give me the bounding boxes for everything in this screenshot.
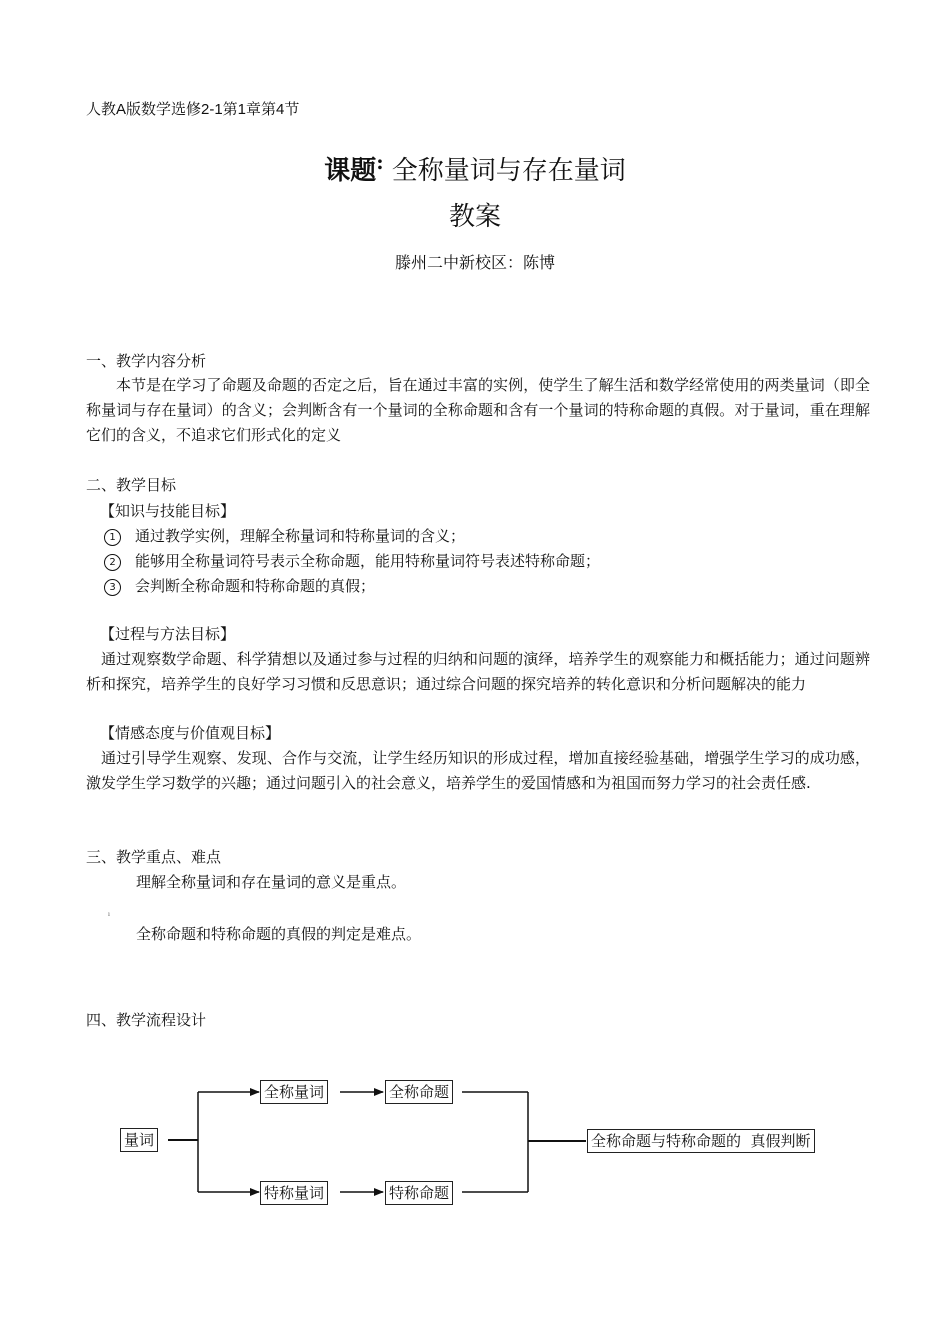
title-main: 全称量词与存在量词 — [391, 156, 626, 186]
key-point-text: 理解全称量词和存在量词的意义是重点。 — [136, 873, 407, 891]
document-header: 人教A版数学选修2-1第1章第4节 — [86, 101, 300, 118]
circled-number: 3 — [104, 579, 121, 596]
page-subtitle: 教案 — [448, 202, 501, 232]
flow-node-universal-proposition: 全称命题 — [385, 1080, 453, 1104]
flow-node-judgment: 全称命题与特称命题的 真假判断 — [587, 1129, 815, 1153]
objective-item-text: 通过教学实例，理解全称量词和特称量词的含义； — [135, 527, 466, 545]
objective-item-text: 能够用全称量词符号表示全称命题，能用特称量词符号表述特称命题； — [135, 552, 601, 570]
flow-node-universal-quantifier: 全称量词 — [260, 1080, 328, 1104]
circled-number: 1 — [104, 529, 121, 546]
section-heading-objectives: 二、教学目标 — [86, 476, 177, 494]
emotion-objectives-title: 【情感态度与价值观目标】 — [100, 724, 281, 742]
circled-number: 2 — [104, 554, 121, 571]
flow-node-quantifier: 量词 — [120, 1128, 158, 1152]
process-objectives-body: 通过观察数学命题、科学猜想以及通过参与过程的归纳和问题的演绎，培养学生的观察能力和概括能力；通过问题辨析和探究，培养学生的良好学习习惯和反思意识；通过综合问题的探究培养的转化意识和分析问题解决的能力 — [86, 650, 870, 693]
knowledge-objectives-title: 【知识与技能目标】 — [100, 502, 236, 520]
section-heading-flow: 四、教学流程设计 — [86, 1011, 207, 1029]
flow-node-existential-proposition: 特称命题 — [385, 1181, 453, 1205]
difficulty-text: 全称命题和特称命题的真假的判定是难点。 — [136, 925, 422, 943]
title-colon: : — [376, 150, 384, 174]
title-label: 课题 — [324, 156, 377, 186]
process-objectives-title: 【过程与方法目标】 — [100, 625, 236, 643]
section-heading-key-points: 三、教学重点、难点 — [86, 848, 222, 866]
section-heading-content-analysis: 一、教学内容分析 — [86, 352, 207, 370]
flow-node-existential-quantifier: 特称量词 — [260, 1181, 328, 1205]
emotion-objectives-body: 通过引导学生观察、发现、合作与交流，让学生经历知识的形成过程，增加直接经验基础，增强学生学习的成功感，激发学生学习数学的兴趣；通过问题引入的社会意义，培养学生的爱国情感和为祖国而努力学习的社会责任感. — [86, 749, 870, 792]
tick-mark: ˡ — [108, 912, 111, 922]
objective-item-text: 会判断全称命题和特称命题的真假； — [135, 577, 376, 595]
content-analysis-body: 本节是在学习了命题及命题的否定之后，旨在通过丰富的实例，使学生了解生活和数学经常使用的两类量词（即全称量词与存在量词）的含义；会判断含有一个量词的全称命题和含有一个量词的特称命题的真假。对于量词，重在理解它们的含义，不追求它们形式化的定义 — [86, 376, 870, 444]
author-line: 滕州二中新校区：陈博 — [394, 253, 555, 272]
